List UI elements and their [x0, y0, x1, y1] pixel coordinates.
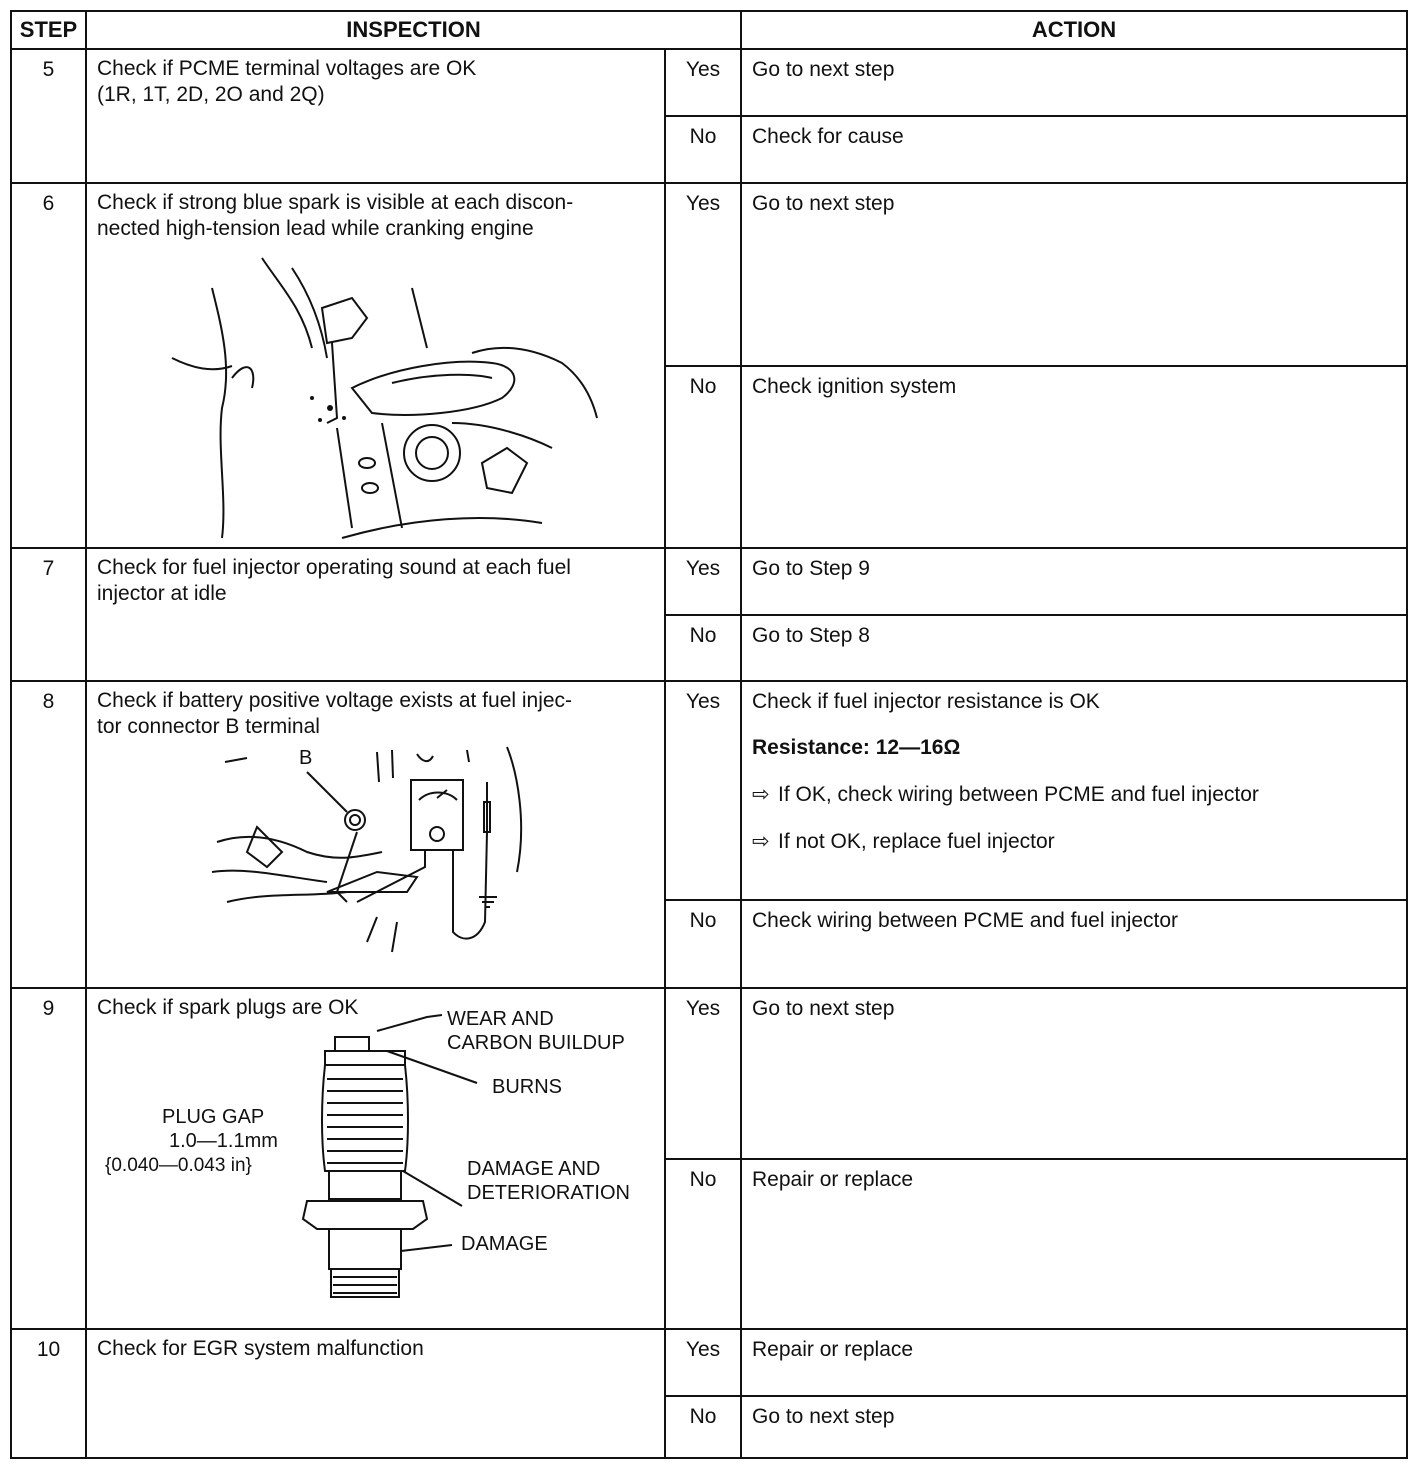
inspection-line: (1R, 1T, 2D, 2O and 2Q)	[97, 83, 325, 106]
header-step: STEP	[11, 11, 86, 49]
if-ok-text: If OK, check wiring between PCME and fuel injector	[778, 783, 1259, 806]
diagnostic-table	[10, 10, 1408, 1459]
step-number: 10	[11, 1329, 86, 1458]
no-action: Repair or replace	[741, 1159, 1407, 1329]
step-7-yes-row	[11, 548, 1407, 615]
step-number: 7	[11, 548, 86, 681]
yes-label: Yes	[665, 49, 741, 116]
step-6-yes-row	[11, 183, 1407, 366]
step-number: 8	[11, 681, 86, 988]
yes-action: Go to next step	[741, 988, 1407, 1159]
yes-label: Yes	[665, 988, 741, 1159]
yes-label: Yes	[665, 548, 741, 615]
header-inspection: INSPECTION	[86, 11, 741, 49]
yes-label: Yes	[665, 681, 741, 900]
inspection-text	[86, 183, 665, 548]
damage-label: DAMAGE	[461, 1233, 548, 1255]
inspection-text	[86, 49, 665, 183]
inspection-line: tor connector B terminal	[97, 715, 320, 738]
inspection-line: injector at idle	[97, 582, 227, 605]
damage-and-label: DAMAGE AND	[467, 1158, 601, 1180]
plug-gap-mm: 1.0—1.1mm	[169, 1130, 278, 1152]
inspection-line: Check for EGR system malfunction	[97, 1337, 424, 1360]
yes-label: Yes	[665, 1329, 741, 1396]
if-not-ok-item	[752, 829, 1396, 854]
step-number: 6	[11, 183, 86, 548]
arrow-right-icon: ⇨	[752, 783, 770, 806]
inspection-line: Check if spark plugs are OK	[97, 996, 359, 1019]
yes-action: Go to next step	[741, 183, 1407, 366]
inspection-line: Check if PCME terminal voltages are OK	[97, 57, 477, 80]
no-label: No	[665, 1396, 741, 1458]
if-ok-item	[752, 782, 1396, 807]
spark-plug-illustration	[97, 1008, 657, 1307]
if-not-ok-text: If not OK, replace fuel injector	[778, 830, 1055, 853]
carbon-buildup-label: CARBON BUILDUP	[447, 1032, 625, 1054]
no-action: Check ignition system	[741, 366, 1407, 548]
inspection-text	[86, 988, 665, 1329]
step-9-yes-row	[11, 988, 1407, 1159]
yes-action: Go to Step 9	[741, 548, 1407, 615]
no-action: Go to Step 8	[741, 615, 1407, 681]
inspection-line: Check if battery positive voltage exists at fuel injec-	[97, 689, 573, 712]
no-action: Go to next step	[741, 1396, 1407, 1458]
step-number: 5	[11, 49, 86, 183]
injector-voltage-illustration	[207, 742, 627, 962]
terminal-b-label: B	[299, 747, 313, 769]
wear-label: WEAR AND	[447, 1008, 554, 1030]
no-label: No	[665, 900, 741, 988]
no-action: Check wiring between PCME and fuel injector	[741, 900, 1407, 988]
no-label: No	[665, 615, 741, 681]
step-10-yes-row	[11, 1329, 1407, 1396]
inspection-line: nected high-tension lead while cranking engine	[97, 217, 534, 240]
step-8-yes-row	[11, 681, 1407, 900]
header-action: ACTION	[741, 11, 1407, 49]
burns-label: BURNS	[492, 1076, 563, 1098]
no-action: Check for cause	[741, 116, 1407, 183]
step-5-yes-row	[11, 49, 1407, 116]
inspection-text	[86, 681, 665, 988]
yes-action: Go to next step	[741, 49, 1407, 116]
no-label: No	[665, 1159, 741, 1329]
spark-test-illustration	[152, 248, 612, 538]
deterioration-label: DETERIORATION	[467, 1182, 630, 1204]
resistance-spec: Resistance: 12—16Ω	[752, 736, 961, 759]
inspection-line: Check if strong blue spark is visible at each discon-	[97, 191, 574, 214]
yes-action: Repair or replace	[741, 1329, 1407, 1396]
no-label: No	[665, 116, 741, 183]
inspection-line: Check for fuel injector operating sound at each fuel	[97, 556, 571, 579]
no-label: No	[665, 366, 741, 548]
arrow-right-icon: ⇨	[752, 830, 770, 853]
inspection-text	[86, 1329, 665, 1458]
step-number: 9	[11, 988, 86, 1329]
plug-gap-label: PLUG GAP	[162, 1106, 265, 1128]
yes-action-block	[741, 681, 1407, 900]
yes-action: Check if fuel injector resistance is OK	[752, 690, 1100, 713]
header-row	[11, 11, 1407, 49]
yes-label: Yes	[665, 183, 741, 366]
plug-gap-in: {0.040—0.043 in}	[105, 1155, 252, 1176]
inspection-text	[86, 548, 665, 681]
